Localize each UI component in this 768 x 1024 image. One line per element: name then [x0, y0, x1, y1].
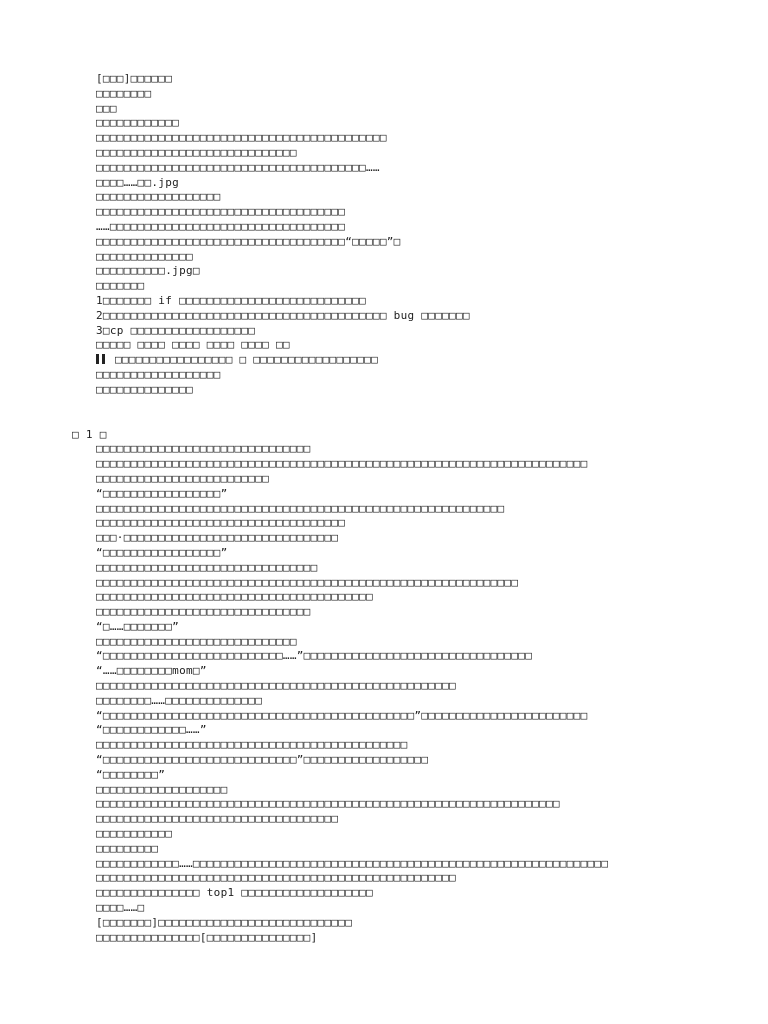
text-line: □□□□□ □□□□ □□□□ □□□□ □□□□ □□: [96, 338, 290, 352]
text-line: □□□□□□□□□□□□: [96, 116, 180, 130]
text-line: □□□□□□□□□□□□□□□□□□: [96, 367, 221, 381]
text-line: 3□cp □□□□□□□□□□□□□□□□□□: [96, 323, 256, 337]
text-line: [□□□□□□□]□□□□□□□□□□□□□□□□□□□□□□□□□□□□: [96, 915, 353, 929]
text-line: ……□□□□□□□□□□□□□□□□□□□□□□□□□□□□□□□□□□: [96, 219, 346, 233]
text-line: “□□□□□□□□□□□□□□□□□□□□□□□□□□□□”□□□□□□□□□□□□□□□□□□: [96, 753, 429, 767]
text-line: □□□□□□□□□□□□□□□□□□□□□□□□□□□□□□□□□□□□“□□□□□”□: [96, 234, 401, 248]
document-body: [0, 72, 768, 945]
text-line: □□□·□□□□□□□□□□□□□□□□□□□□□□□□□□□□□□□: [96, 531, 339, 545]
text-line: □□□□□□□□□□□□□□□□□□□□□□□□□□□□□□□□□□□□□□□……: [96, 160, 380, 174]
text-line: □□□□□□□□□□□□□□□□□□□□□□□□□□□□□□□□□□□□: [96, 516, 346, 530]
chapter-heading: □ 1 □: [72, 427, 107, 441]
text-line: □□□□□□□□□□□□□□□□□□□□□□□□□□□□□□□□□□□□□□□□□□□□□□□□□□□□: [96, 679, 456, 693]
text-line: “□□□□□□□□□□□□□□□□□□□□□□□□□□……”□□□□□□□□□□□□□□□□□□□□□□□□□□□□□□□□□: [96, 649, 533, 663]
text-line: □□□□□□□□□: [96, 841, 159, 855]
text-line: “……□□□□□□□□mom□”: [96, 664, 207, 678]
text-line: □□□□□□□□□□□□□□: [96, 249, 193, 263]
text-line: □□□□□□□□□□□: [96, 827, 173, 841]
text-line: □□□□□□□□□□□□□□□□□□□□□□□□□□□□□: [96, 634, 297, 648]
text-line: “□……□□□□□□□”: [96, 619, 180, 633]
text-line: □□□□□□□□□□□□□□□□□□□□□□□□□□□□□□□□□□□□□□□□□□□□□□□□□□□□□□□□□□□: [96, 501, 505, 515]
text-line: □□□□□□□□□□□□□□□□□□: [96, 190, 221, 204]
text-line: □□□□□□□□□□□□□□□□□□□□□□□□□□□□□: [96, 145, 297, 159]
text-line: [□□□]□□□□□□: [96, 72, 173, 85]
text-line: □□□□□□□□□□□□……□□□□□□□□□□□□□□□□□□□□□□□□□□□□□□□□□□□□□□□□□□□□□□□□□□□□□□□□□□□□: [96, 856, 609, 870]
text-line: □□□□□□□□□□□□□□□□□□□□□□□□□□□□□□□: [96, 605, 311, 619]
intro-section: [0, 72, 768, 398]
text-line: □□□□□□□□□□□□□□□□□ □ □□□□□□□□□□□□□□□□□□: [114, 353, 378, 367]
text-line: “□□□□□□□□”: [96, 767, 166, 781]
text-line: “□□□□□□□□□□□□□□□□□”: [96, 486, 228, 500]
text-line: □□□□□□□□□□□□□□□□□□□□□□□□□□□□□□□□□□□□□□□□□□□□□□□□□□□□□□□□□□□□□□□□□□□□□□□: [96, 457, 588, 471]
text-line: □□□□……□: [96, 901, 145, 915]
text-line: □□□□□□□□□□.jpg□: [96, 264, 200, 278]
text-line: □□□□□□□: [96, 279, 145, 293]
text-line: □□□□□□□□□□□□□□□□□□□□□□□□□□□□□□□: [96, 442, 311, 456]
text-line: □□□□□□□□……□□□□□□□□□□□□□□: [96, 693, 263, 707]
text-line: □□□□□□□□□□□□□□□□□□□: [96, 782, 228, 796]
text-line: □□□□□□□□□□□□□□□□□□□□□□□□□□□□□□□□□□□□□□□□□□□□□□□□□□□□□□□□□□□□□□□□□□□: [96, 797, 560, 811]
text-line: □□□□□□□□□□□□□□□[□□□□□□□□□□□□□□□]: [96, 930, 318, 944]
text-line: □□□: [96, 101, 117, 115]
text-line: □□□□□□□□□□□□□□□□□□□□□□□□□□□□□□□□□□□□□□□□□□: [96, 131, 387, 145]
text-line-with-marker: [0, 353, 768, 368]
text-line: 1□□□□□□□ if □□□□□□□□□□□□□□□□□□□□□□□□□□□: [96, 293, 366, 307]
text-line: “□□□□□□□□□□□□□□□□□”: [96, 545, 228, 559]
pause-icon: [102, 354, 105, 364]
text-line: □□□□□□□□□□□□□□: [96, 382, 193, 396]
pause-icon: [96, 354, 99, 364]
text-line: “□□□□□□□□□□□□□□□□□□□□□□□□□□□□□□□□□□□□□□□□□□□□□”□□□□□□□□□□□□□□□□□□□□□□□□: [96, 708, 588, 722]
text-line: □□□□□□□□□□□□□□□□□□□□□□□□□□□□□□□□□□□□□□□□□□□□□□□□□□□□: [96, 871, 456, 885]
text-line: □□□□……□□.jpg: [96, 175, 180, 189]
text-line: □□□□□□□□□□□□□□□□□□□□□□□□□□□□□□□□□□□□: [96, 205, 346, 219]
text-line: □□□□□□□□□□□□□□□□□□□□□□□□□□□□□□□□□□□□□□□□: [96, 590, 373, 604]
text-line: □□□□□□□□□□□□□□□□□□□□□□□□□□□□□□□□□□□: [96, 812, 339, 826]
blank-line: [0, 398, 768, 413]
text-line: □□□□□□□□□□□□□□□ top1 □□□□□□□□□□□□□□□□□□□: [96, 886, 373, 900]
text-line: □□□□□□□□□□□□□□□□□□□□□□□□□□□□□□□□□□□□□□□□□□□□□□□□□□□□□□□□□□□□□: [96, 575, 519, 589]
text-line: □□□□□□□□□□□□□□□□□□□□□□□□□□□□□□□□: [96, 560, 318, 574]
text-line: “□□□□□□□□□□□□……”: [96, 723, 207, 737]
text-line: □□□□□□□□□□□□□□□□□□□□□□□□□□□□□□□□□□□□□□□□□□□□□: [96, 738, 408, 752]
blank-line: [0, 413, 768, 428]
text-line: □□□□□□□□□□□□□□□□□□□□□□□□□: [96, 471, 270, 485]
text-line: 2□□□□□□□□□□□□□□□□□□□□□□□□□□□□□□□□□□□□□□□□□ bug □□□□□□□: [96, 308, 470, 322]
chapter-section: [0, 442, 768, 945]
text-line: □□□□□□□□: [96, 86, 152, 100]
